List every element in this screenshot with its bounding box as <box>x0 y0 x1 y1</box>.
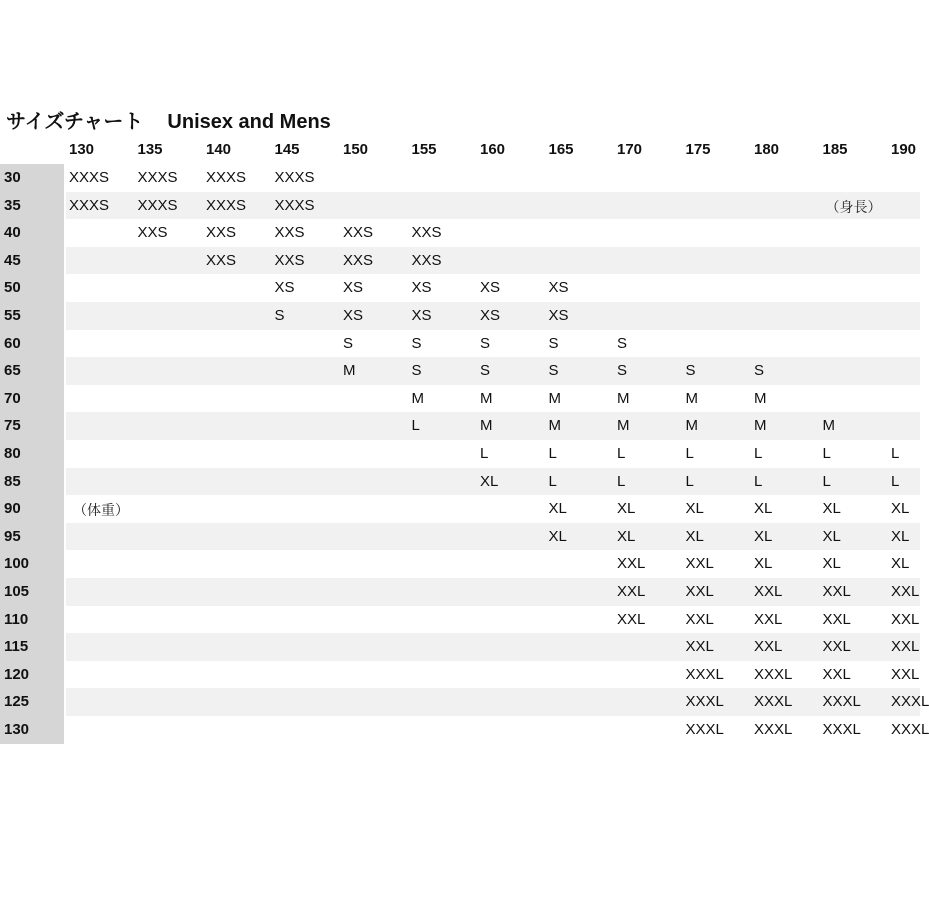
height-header-cell: 170 <box>617 141 643 158</box>
size-cell: XL <box>685 500 704 518</box>
size-cell: XL <box>754 500 773 518</box>
size-cell: XS <box>480 307 501 324</box>
weight-label: 35 <box>0 192 64 220</box>
table-row <box>0 274 920 302</box>
size-cell: M <box>754 389 767 407</box>
size-cell: XXL <box>754 638 783 656</box>
weight-label: 105 <box>0 578 64 606</box>
size-cell: XXXL <box>891 721 929 738</box>
weight-label: 30 <box>0 164 64 192</box>
size-cell: XXXL <box>822 693 861 711</box>
height-header-cell: 160 <box>480 141 506 158</box>
size-cell: XXL <box>685 638 714 656</box>
size-cell: XXL <box>891 583 920 600</box>
size-cell: S <box>548 362 559 380</box>
size-cell: XL <box>822 527 841 545</box>
size-cell: XS <box>548 307 569 324</box>
size-cell: L <box>685 472 694 490</box>
size-cell: S <box>411 334 422 352</box>
size-cell: XL <box>617 527 636 545</box>
size-cell: M <box>754 417 767 435</box>
row-band <box>66 247 920 275</box>
table-row <box>0 192 920 220</box>
table-row <box>0 219 920 247</box>
size-cell: XXS <box>343 224 374 242</box>
size-cell: L <box>822 472 831 490</box>
row-band <box>66 412 920 440</box>
table-row <box>0 468 920 496</box>
size-cell: XXS <box>206 251 237 269</box>
size-cell: XXXS <box>69 196 110 214</box>
height-header-cell: 145 <box>274 141 300 158</box>
size-cell: XXS <box>343 251 374 269</box>
size-cell: M <box>548 389 561 407</box>
size-cell: XXS <box>411 224 442 242</box>
weight-label: 120 <box>0 661 64 689</box>
weight-label: 95 <box>0 523 64 551</box>
height-header-cell: 185 <box>822 141 848 158</box>
size-cell: S <box>685 362 696 380</box>
table-row <box>0 302 920 330</box>
row-band <box>66 192 920 220</box>
height-header-cell: 155 <box>411 141 437 158</box>
size-cell: M <box>480 389 493 407</box>
size-cell: XXXL <box>891 693 929 711</box>
size-cell: L <box>891 445 900 462</box>
height-header-cell: 190 <box>891 141 917 158</box>
title-japanese: サイズチャート <box>6 109 144 133</box>
size-cell: XXL <box>822 638 851 656</box>
height-header-cell: 135 <box>137 141 163 158</box>
size-cell: XL <box>617 500 636 518</box>
size-cell: XXXS <box>206 169 247 186</box>
size-cell: XXL <box>891 610 920 628</box>
weight-label: 85 <box>0 468 64 496</box>
size-cell: XXL <box>822 583 851 600</box>
row-band <box>66 578 920 606</box>
height-header-cell: 165 <box>548 141 574 158</box>
weight-label: 75 <box>0 412 64 440</box>
size-cell: XXXS <box>137 196 178 214</box>
row-band <box>66 357 920 385</box>
size-cell: XXS <box>274 224 305 242</box>
height-axis-note: （身長） <box>825 199 882 216</box>
weight-label: 50 <box>0 274 64 302</box>
weight-label: 115 <box>0 633 64 661</box>
weight-label: 45 <box>0 247 64 275</box>
table-row <box>0 716 929 744</box>
table-row <box>0 440 920 468</box>
size-cell: S <box>617 362 628 380</box>
size-cell: XXL <box>822 665 851 683</box>
size-cell: L <box>617 472 626 490</box>
size-cell: XXXS <box>274 169 315 186</box>
table-row <box>0 661 920 689</box>
size-cell: XXXL <box>822 721 861 738</box>
table-row <box>0 495 920 523</box>
size-cell: XXS <box>137 224 168 242</box>
size-cell: XXXS <box>69 169 110 186</box>
size-cell: XL <box>685 527 704 545</box>
size-cell: L <box>754 472 763 490</box>
size-cell: L <box>822 445 831 462</box>
row-band <box>66 633 920 661</box>
size-cell: XXL <box>891 638 920 656</box>
size-cell: XL <box>480 472 499 490</box>
size-cell: S <box>480 362 491 380</box>
size-cell: XXS <box>206 224 237 242</box>
table-row <box>0 550 920 578</box>
page-title <box>6 106 331 136</box>
size-cell: S <box>480 334 491 352</box>
size-cell: XXL <box>754 610 783 628</box>
weight-axis-note: （体重） <box>73 503 129 520</box>
size-cell: L <box>548 445 557 462</box>
table-row <box>0 412 920 440</box>
height-header-cell: 150 <box>343 141 369 158</box>
weight-label: 90 <box>0 495 64 523</box>
weight-label: 110 <box>0 606 64 634</box>
size-cell: XL <box>822 555 841 573</box>
size-cell: XXL <box>754 583 783 600</box>
size-cell: XXXS <box>137 169 178 186</box>
height-header-row <box>0 136 920 164</box>
size-cell: XXXL <box>754 665 793 683</box>
size-cell: M <box>617 417 630 435</box>
table-row <box>0 385 920 413</box>
size-cell: M <box>480 417 493 435</box>
table-row <box>0 523 920 551</box>
table-row <box>0 688 929 716</box>
size-cell: XXL <box>617 555 646 573</box>
weight-label: 70 <box>0 385 64 413</box>
size-cell: XXXL <box>754 693 793 711</box>
size-cell: XXS <box>411 251 442 269</box>
size-cell: XS <box>274 279 295 297</box>
size-cell: M <box>617 389 630 407</box>
size-cell: XXXS <box>274 196 315 214</box>
height-header-cell: 130 <box>69 141 95 158</box>
size-cell: M <box>685 417 698 435</box>
size-cell: M <box>822 417 835 435</box>
size-cell: XL <box>891 555 910 573</box>
row-band <box>66 523 920 551</box>
size-cell: L <box>617 445 626 462</box>
size-cell: S <box>343 334 354 352</box>
size-cell: XS <box>411 279 432 297</box>
weight-label: 80 <box>0 440 64 468</box>
table-row <box>0 578 920 606</box>
size-cell: XXL <box>617 610 646 628</box>
weight-label: 65 <box>0 357 64 385</box>
size-cell: M <box>343 362 356 380</box>
size-cell: XS <box>480 279 501 297</box>
size-cell: XXS <box>274 251 305 269</box>
size-cell: XS <box>343 279 364 297</box>
height-header-cell: 175 <box>685 141 711 158</box>
size-cell: S <box>411 362 422 380</box>
weight-label: 100 <box>0 550 64 578</box>
size-cell: M <box>685 389 698 407</box>
size-cell: XL <box>754 555 773 573</box>
size-cell: S <box>548 334 559 352</box>
size-cell: L <box>480 445 489 462</box>
size-cell: S <box>274 307 285 324</box>
size-cell: XS <box>411 307 432 324</box>
table-row <box>0 606 920 634</box>
height-header-cell: 140 <box>206 141 232 158</box>
size-cell: XXXS <box>206 196 247 214</box>
size-cell: XXXL <box>685 665 724 683</box>
size-cell: XXXL <box>754 721 793 738</box>
size-cell: XXXL <box>685 721 724 738</box>
size-cell: XXL <box>685 610 714 628</box>
size-cell: L <box>891 472 900 490</box>
size-cell: M <box>548 417 561 435</box>
size-cell: L <box>685 445 694 462</box>
table-row <box>0 164 920 192</box>
table-row <box>0 330 920 358</box>
table-row <box>0 247 920 275</box>
table-row <box>0 633 920 661</box>
size-cell: XL <box>754 527 773 545</box>
weight-label: 60 <box>0 330 64 358</box>
size-cell: XL <box>822 500 841 518</box>
size-cell: XXL <box>617 583 646 600</box>
size-cell: XXL <box>822 610 851 628</box>
weight-label: 55 <box>0 302 64 330</box>
size-cell: XL <box>891 527 910 545</box>
size-cell: L <box>411 417 420 435</box>
size-cell: L <box>754 445 763 462</box>
weight-label: 125 <box>0 688 64 716</box>
size-cell: XXL <box>891 665 920 683</box>
size-cell: XXXL <box>685 693 724 711</box>
weight-label: 130 <box>0 716 64 744</box>
size-cell: XL <box>548 500 567 518</box>
height-header-cell: 180 <box>754 141 780 158</box>
title-english: Unisex and Mens <box>167 111 331 133</box>
size-cell: XL <box>891 500 910 518</box>
table-row <box>0 357 920 385</box>
size-cell: S <box>617 334 628 352</box>
weight-label: 40 <box>0 219 64 247</box>
size-cell: XS <box>548 279 569 297</box>
size-cell: XL <box>548 527 567 545</box>
size-cell: L <box>548 472 557 490</box>
size-cell: XXL <box>685 583 714 600</box>
size-cell: M <box>411 389 424 407</box>
size-chart-table <box>0 136 929 746</box>
size-cell: S <box>754 362 765 380</box>
size-cell: XXL <box>685 555 714 573</box>
size-cell: XS <box>343 307 364 324</box>
